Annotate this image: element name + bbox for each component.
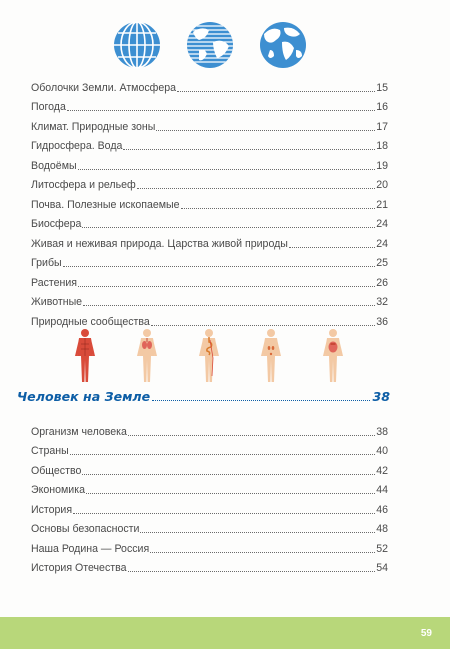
toc-item-label: Биосфера <box>31 218 82 230</box>
toc-item[interactable] <box>31 516 388 536</box>
toc-item[interactable] <box>31 269 388 289</box>
toc-leader-dots <box>86 492 375 494</box>
toc-item[interactable] <box>31 438 388 458</box>
human-digestion-icon <box>194 328 224 384</box>
footer-bar <box>0 617 450 649</box>
toc-item-page: 54 <box>376 562 388 574</box>
toc-item[interactable] <box>31 113 388 133</box>
section-heading-human[interactable] <box>17 384 390 404</box>
toc-item-label: Погода <box>31 101 66 113</box>
toc-item[interactable] <box>31 133 388 153</box>
toc-item-label: Страны <box>31 445 69 457</box>
globe-grid-icon <box>112 20 162 70</box>
toc-leader-dots <box>82 473 375 475</box>
globe-map-icon <box>258 20 308 70</box>
toc-item-page: 18 <box>376 140 388 152</box>
toc-leader-dots <box>177 90 375 92</box>
toc-item-label: Растения <box>31 276 78 289</box>
globe-continents-icon <box>185 20 235 70</box>
human-figures <box>60 328 370 384</box>
toc-item-page: 26 <box>376 276 388 289</box>
toc-item-page: 44 <box>376 484 388 496</box>
toc-item-label: История Отечества <box>31 562 127 574</box>
toc-leader-dots <box>73 512 375 514</box>
toc-item-page: 16 <box>376 101 388 113</box>
globe-illustrations <box>112 20 308 70</box>
toc-leader-dots <box>150 551 375 553</box>
toc-item-page: 20 <box>376 179 388 191</box>
toc-item[interactable] <box>31 152 388 172</box>
toc-leader-dots <box>181 207 376 209</box>
toc-item-page: 42 <box>376 464 388 477</box>
toc-item-page: 52 <box>376 542 388 555</box>
toc-leader-dots <box>83 304 375 306</box>
toc-item-page: 24 <box>376 218 388 230</box>
toc-item[interactable] <box>31 418 388 438</box>
toc-item[interactable] <box>31 555 388 575</box>
section-leader-dots <box>152 400 370 401</box>
toc-item[interactable] <box>31 308 388 328</box>
toc-leader-dots <box>78 285 375 287</box>
toc-item-page: 36 <box>376 315 388 328</box>
toc-item[interactable] <box>31 191 388 211</box>
human-lungs-icon <box>132 328 162 384</box>
toc-leader-dots <box>289 246 375 248</box>
toc-item-page: 48 <box>376 523 388 535</box>
toc-item[interactable] <box>31 230 388 250</box>
toc-leader-dots <box>67 109 375 111</box>
toc-item-page: 17 <box>376 120 388 133</box>
toc-item[interactable] <box>31 477 388 497</box>
toc-leader-dots <box>128 570 376 572</box>
toc-item-label: Почва. Полезные ископаемые <box>31 198 180 211</box>
toc-leader-dots <box>137 187 375 189</box>
human-muscles-icon <box>70 328 100 384</box>
toc-item-label: Общество <box>31 464 82 477</box>
toc-item[interactable] <box>31 94 388 114</box>
toc-item-page: 25 <box>376 257 388 269</box>
toc-item[interactable] <box>31 496 388 516</box>
toc-item-page: 21 <box>376 198 388 211</box>
toc-item-page: 32 <box>376 296 388 308</box>
toc-leader-dots <box>70 453 375 455</box>
human-kidneys-icon <box>256 328 286 384</box>
toc-item-page: 24 <box>376 237 388 250</box>
toc-human-list <box>31 418 388 574</box>
toc-item[interactable] <box>31 250 388 270</box>
toc-item-label: Экономика <box>31 484 85 496</box>
toc-leader-dots <box>82 226 375 228</box>
toc-item-label: Водоёмы <box>31 159 77 172</box>
toc-item[interactable] <box>31 289 388 309</box>
toc-item[interactable] <box>31 535 388 555</box>
toc-item-label: Гидросфера. Вода <box>31 140 123 152</box>
toc-nature-list <box>31 74 388 328</box>
toc-leader-dots <box>78 168 376 170</box>
toc-item-page: 19 <box>376 159 388 172</box>
page-number: 59 <box>420 628 432 639</box>
toc-item-label: История <box>31 503 73 516</box>
toc-leader-dots <box>123 148 375 150</box>
section-title: Человек на Земле <box>17 389 151 404</box>
toc-item-page: 46 <box>376 503 388 516</box>
toc-item-page: 15 <box>376 81 388 94</box>
toc-item-label: Живая и неживая природа. Царства живой природы <box>31 237 288 250</box>
toc-item[interactable] <box>31 457 388 477</box>
toc-item-label: Оболочки Земли. Атмосфера <box>31 81 177 94</box>
toc-item-label: Организм человека <box>31 425 127 438</box>
toc-item-label: Грибы <box>31 257 62 269</box>
toc-item-label: Природные сообщества <box>31 315 150 328</box>
section-page: 38 <box>372 389 390 404</box>
toc-leader-dots <box>151 324 375 326</box>
toc-leader-dots <box>156 129 375 131</box>
toc-leader-dots <box>140 531 375 533</box>
toc-item-label: Климат. Природные зоны <box>31 120 156 133</box>
toc-item[interactable] <box>31 172 388 192</box>
toc-item-page: 40 <box>376 445 388 457</box>
toc-leader-dots <box>128 434 375 436</box>
toc-item[interactable] <box>31 74 388 94</box>
toc-item-label: Наша Родина — Россия <box>31 542 150 555</box>
toc-item-label: Литосфера и рельеф <box>31 179 136 191</box>
toc-item-label: Животные <box>31 296 83 308</box>
toc-item[interactable] <box>31 211 388 231</box>
toc-leader-dots <box>63 265 376 267</box>
human-organs-icon <box>318 328 348 384</box>
toc-item-page: 38 <box>376 425 388 438</box>
toc-item-label: Основы безопасности <box>31 523 140 535</box>
